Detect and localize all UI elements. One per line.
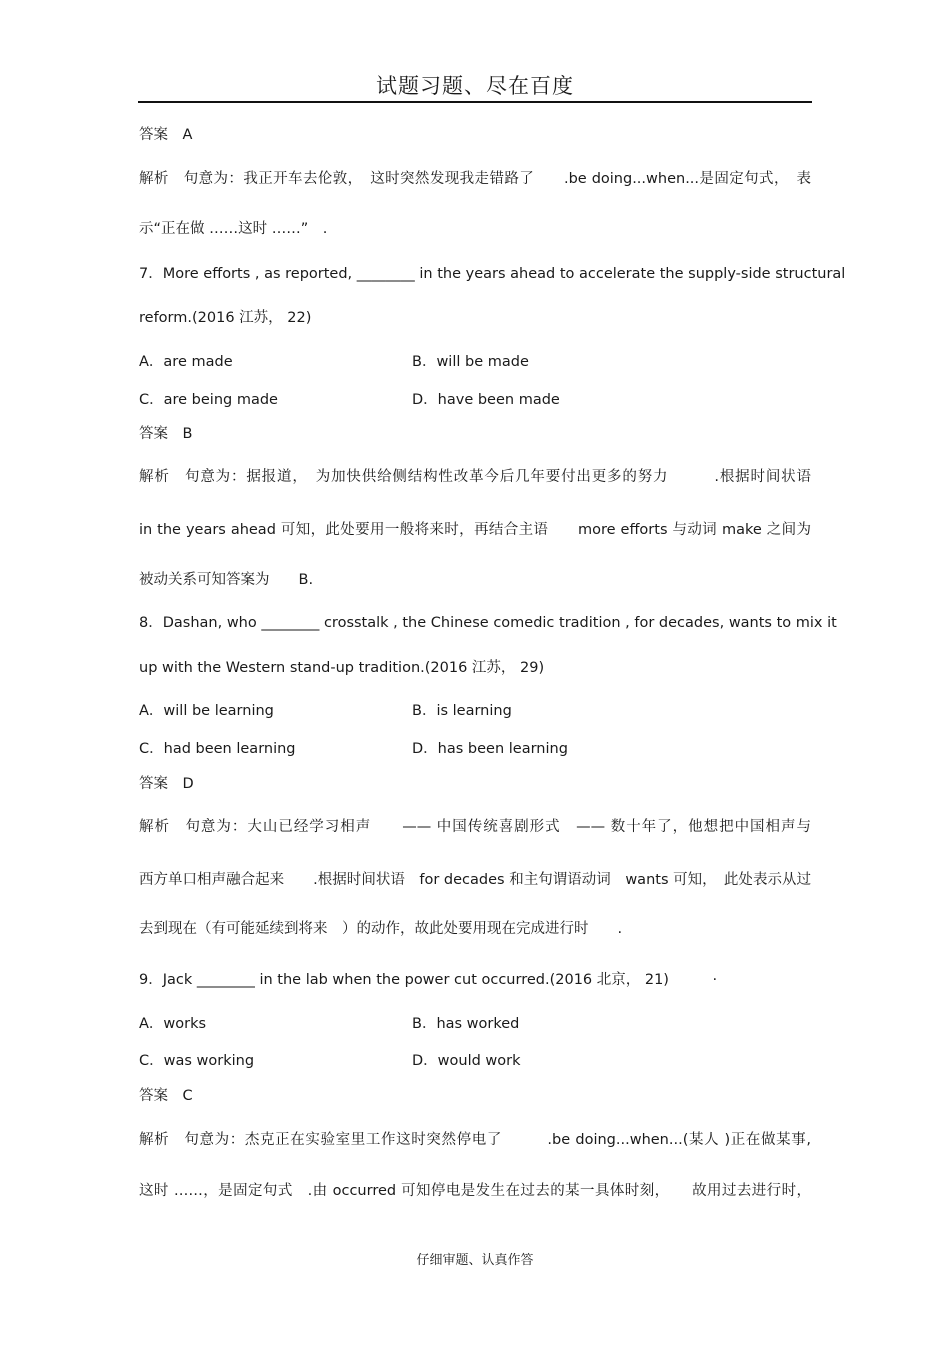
q6-analysis-line-2: 示“正在做 ……这时 ……” . [139, 221, 328, 237]
q8-stem-line-2: up with the Western stand-up tradition.(2016 江苏， 29) [139, 660, 545, 676]
q9-option-c: C．was working [139, 1053, 255, 1069]
q8-option-b: B．is learning [412, 703, 512, 719]
q7-option-b: B．will be made [412, 354, 529, 370]
q8-stem-line-1: 8．Dashan, who ________ crosstalk , the Chinese comedic tradition , for decades, wants to mix it [139, 615, 837, 631]
q7-answer: 答案 B [139, 426, 193, 442]
q8-analysis-line-1: 解析 句意为：大山已经学习相声 —— 中国传统喜剧形式 —— 数十年了，他想把中国相声与 [139, 819, 811, 835]
q8-answer: 答案 D [139, 776, 194, 792]
q7-analysis-line-1: 解析 句意为：据报道， 为加快供给侧结构性改革今后几年要付出更多的努力 .根据时间状语 [139, 469, 811, 485]
q9-option-d: D．would work [412, 1053, 521, 1069]
q9-analysis-line-1: 解析 句意为：杰克正在实验室里工作这时突然停电了 .be doing...when...(某人 )正在做某事, [139, 1132, 811, 1148]
page-footer: 仔细审题、认真作答 [416, 1253, 534, 1268]
q8-analysis-line-3: 去到现在（有可能延续到将来 ）的动作，故此处要用现在完成进行时 . [139, 921, 623, 937]
q8-option-c: C．had been learning [139, 741, 296, 757]
q8-analysis-line-2: 西方单口相声融合起来 .根据时间状语 for decades 和主句谓语动词 wants 可知， 此处表示从过 [139, 872, 811, 888]
q9-option-a: A．works [139, 1016, 207, 1032]
q9-answer: 答案 C [139, 1088, 193, 1104]
q9-analysis-line-2: 这时 ……，是固定句式 .由 occurred 可知停电是发生在过去的某一具体时刻， 故用过去进行时， [139, 1183, 811, 1199]
q7-option-d: D．have been made [412, 392, 560, 408]
q7-analysis-line-3: 被动关系可知答案为 B. [139, 572, 314, 588]
q7-stem-line-2: reform.(2016 江苏， 22) [139, 310, 312, 326]
q6-answer: 答案 A [139, 127, 193, 143]
q8-option-d: D．has been learning [412, 741, 568, 757]
q7-option-a: A．are made [139, 354, 233, 370]
q7-analysis-line-2: in the years ahead 可知，此处要用一般将来时，再结合主语 more efforts 与动词 make 之间为 [139, 522, 811, 538]
q7-option-c: C．are being made [139, 392, 278, 408]
q8-option-a: A．will be learning [139, 703, 274, 719]
page-header-title: 试题习题、尽在百度 [376, 74, 574, 98]
q9-option-b: B．has worked [412, 1016, 520, 1032]
q6-analysis-line-1: 解析 句意为：我正开车去伦敦， 这时突然发现我走错路了 .be doing...when...是固定句式， 表 [139, 171, 811, 187]
q9-stem-line-1: 9．Jack ________ in the lab when the power cut occurred.(2016 北京， 21) · [139, 972, 718, 988]
q7-stem-line-1: 7．More efforts , as reported, ________ in the years ahead to accelerate the supply-side structural [139, 266, 846, 282]
header-rule [138, 101, 812, 103]
